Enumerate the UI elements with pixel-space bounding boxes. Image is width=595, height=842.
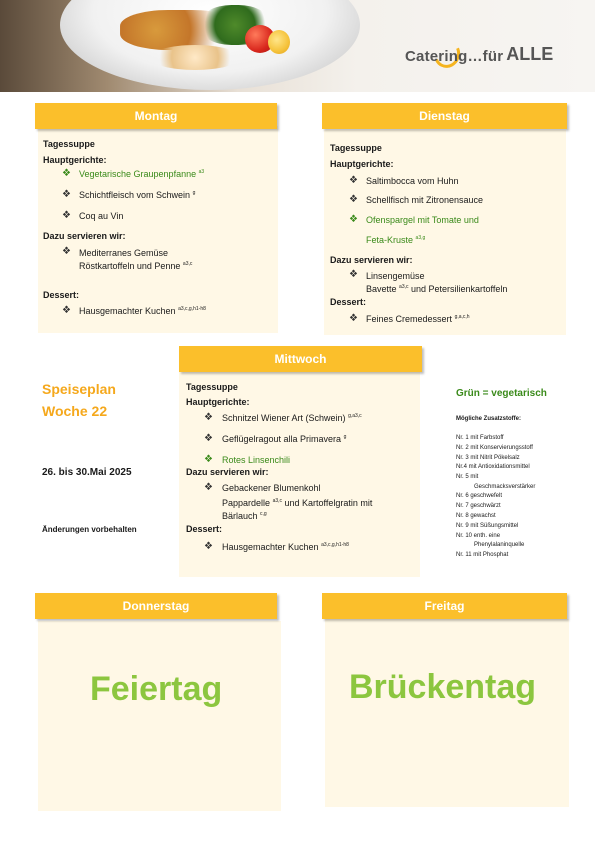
day-box-freitag bbox=[325, 619, 569, 807]
dessert-item: Hausgemachter Kuchen $^{a3,c,g,h1-h8}$ bbox=[222, 542, 349, 552]
dessert-label: Dessert: bbox=[186, 524, 223, 534]
additive-item: Nr. 5 mit bbox=[456, 474, 479, 480]
week-number: Woche 22 bbox=[42, 403, 108, 419]
dessert-item: Feines Cremedessert $^{g,a,c,h}$ bbox=[366, 314, 470, 324]
soup-label: Tagessuppe bbox=[330, 143, 382, 153]
additives-title: Mögliche Zusatzstoffe: bbox=[456, 416, 522, 422]
additive-item: Phenylalaninquelle bbox=[474, 542, 525, 548]
dish-item: Schnitzel Wiener Art (Schwein) $^{g,a3,c}$ bbox=[222, 413, 362, 423]
side-item: Pappardelle $^{a3,c}$ und Kartoffelgratin mit bbox=[222, 498, 373, 508]
dish-item: Ofenspargel mit Tomate und bbox=[366, 215, 479, 225]
side-item: Mediterranes Gemüse bbox=[79, 248, 169, 258]
side-item: Bavette $^{a3,c}$ und Petersilienkartoffeln bbox=[366, 284, 508, 294]
main-dishes-label: Hauptgerichte: bbox=[43, 155, 107, 165]
dish-item: Vegetarische Graupenpfanne $^{a3}$ bbox=[79, 169, 205, 179]
day-header-freitag: Freitag bbox=[322, 593, 567, 619]
additive-item: Nr.4 mit Antioxidationsmittel bbox=[456, 464, 530, 470]
bullet-icon: ❖ bbox=[204, 541, 213, 552]
additive-item: Nr. 7 geschwärzt bbox=[456, 503, 501, 509]
bullet-icon: ❖ bbox=[62, 189, 71, 200]
logo bbox=[405, 35, 553, 65]
logo-text-brand: ALLE bbox=[506, 44, 554, 64]
sides-label: Dazu servieren wir: bbox=[43, 231, 126, 241]
dish-item: Rotes Linsenchili bbox=[222, 455, 291, 465]
main-dishes-label: Hauptgerichte: bbox=[330, 159, 394, 169]
additive-item: Geschmacksverstärker bbox=[474, 484, 536, 490]
additive-item: Nr. 1 mit Farbstoff bbox=[456, 435, 504, 441]
bridge-day-note: Brückentag bbox=[349, 668, 537, 706]
dish-item-cont: Feta-Kruste $^{a3,g}$ bbox=[366, 235, 426, 245]
soup-label: Tagessuppe bbox=[43, 139, 95, 149]
bullet-icon: ❖ bbox=[204, 433, 213, 444]
dish-item: Schichtfleisch vom Schwein $^g$ bbox=[79, 190, 196, 200]
bullet-icon: ❖ bbox=[204, 454, 213, 465]
food-image bbox=[150, 45, 240, 70]
egg-image bbox=[268, 30, 290, 54]
main-dishes-label: Hauptgerichte: bbox=[186, 397, 250, 407]
bullet-icon: ❖ bbox=[62, 305, 71, 316]
side-item: Linsengemüse bbox=[366, 271, 425, 281]
holiday-note: Feiertag bbox=[90, 670, 223, 708]
day-header-montag: Montag bbox=[35, 103, 277, 129]
additive-item: Nr. 2 mit Konservierungsstoff bbox=[456, 445, 533, 451]
dessert-label: Dessert: bbox=[330, 297, 367, 307]
bullet-icon: ❖ bbox=[62, 210, 71, 221]
bullet-icon: ❖ bbox=[204, 412, 213, 423]
additive-item: Nr. 6 geschwefelt bbox=[456, 493, 503, 499]
additive-item: Nr. 11 mit Phosphat bbox=[456, 552, 509, 558]
dish-item: Geflügelragout alla Primavera $^g$ bbox=[222, 434, 347, 444]
bullet-icon: ❖ bbox=[349, 214, 358, 225]
dish-item: Schellfisch mit Zitronensauce bbox=[366, 195, 484, 205]
side-item: Bärlauch $^{c,g}$ bbox=[222, 511, 267, 521]
dish-item: Coq au Vin bbox=[79, 211, 124, 221]
additive-item: Nr. 10 enth. eine bbox=[456, 533, 501, 539]
day-header-mittwoch: Mittwoch bbox=[179, 346, 422, 372]
dessert-label: Dessert: bbox=[43, 290, 80, 300]
additive-item: Nr. 9 mit Süßungsmittel bbox=[456, 523, 519, 529]
bullet-icon: ❖ bbox=[62, 168, 71, 179]
changes-note: Änderungen vorbehalten bbox=[42, 525, 137, 534]
bullet-icon: ❖ bbox=[349, 194, 358, 205]
bullet-icon: ❖ bbox=[349, 175, 358, 186]
additive-item: Nr. 8 gewachst bbox=[456, 513, 496, 519]
logo-text: Catering…für bbox=[405, 48, 504, 65]
sides-label: Dazu servieren wir: bbox=[186, 467, 269, 477]
dessert-item: Hausgemachter Kuchen $^{a3,c,g,h1-h8}$ bbox=[79, 306, 206, 316]
bullet-icon: ❖ bbox=[349, 269, 358, 280]
side-item: Gebackener Blumenkohl bbox=[222, 483, 321, 493]
sides-label: Dazu servieren wir: bbox=[330, 255, 413, 265]
dish-item: Saltimbocca vom Huhn bbox=[366, 176, 459, 186]
day-header-dienstag: Dienstag bbox=[322, 103, 567, 129]
day-box-donnerstag bbox=[38, 621, 281, 811]
bullet-icon: ❖ bbox=[204, 482, 213, 493]
day-header-donnerstag: Donnerstag bbox=[35, 593, 277, 619]
bullet-icon: ❖ bbox=[62, 246, 71, 257]
veg-legend: Grün = vegetarisch bbox=[456, 388, 547, 399]
week-title: Speiseplan bbox=[42, 381, 116, 397]
bullet-icon: ❖ bbox=[349, 313, 358, 324]
side-item: Röstkartoffeln und Penne $^{a3,c}$ bbox=[79, 261, 193, 271]
additive-item: Nr. 3 mit Nitrit Pökelsalz bbox=[456, 455, 520, 461]
date-range: 26. bis 30.Mai 2025 bbox=[42, 467, 132, 478]
soup-label: Tagessuppe bbox=[186, 382, 238, 392]
